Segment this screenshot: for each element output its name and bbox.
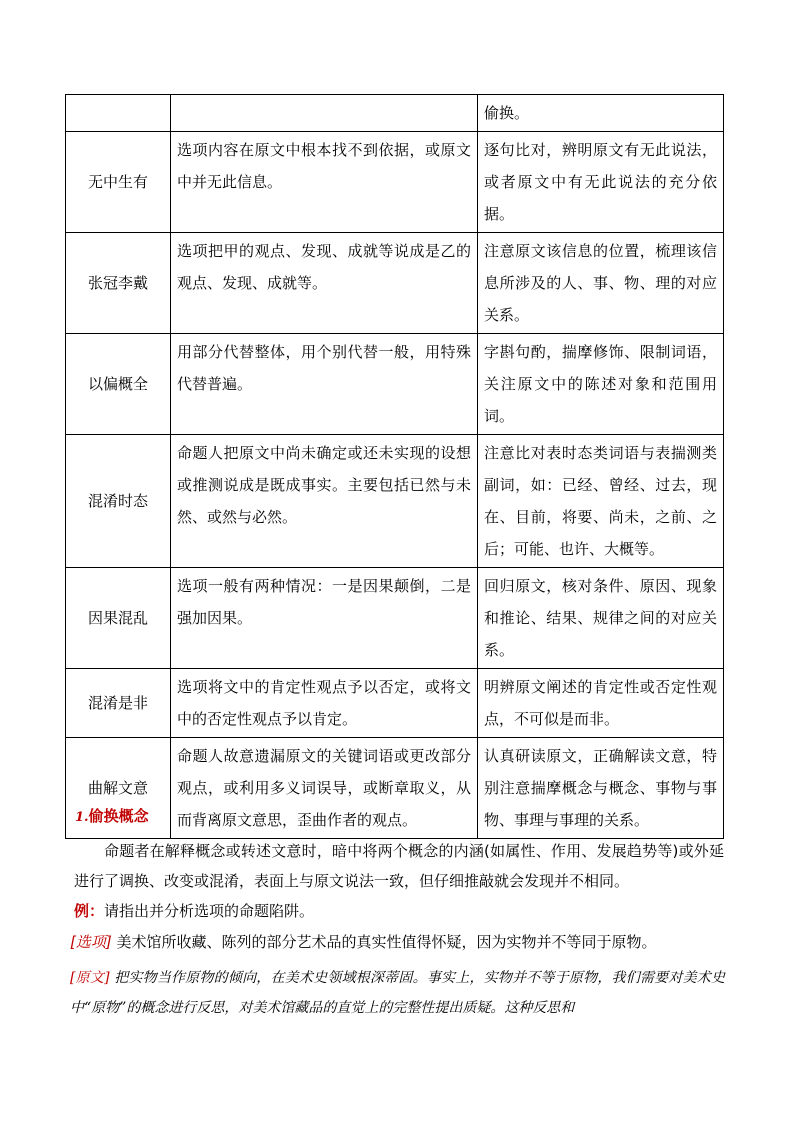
trap-description-cell	[171, 95, 478, 132]
trap-description-cell: 选项内容在原文中根本找不到依据，或原文中并无此信息。	[171, 132, 478, 233]
source-label: [原文]	[70, 970, 110, 986]
trap-description-cell: 选项一般有两种情况：一是因果颠倒，二是强加因果。	[171, 568, 478, 669]
trap-method-cell: 偷换。	[478, 95, 724, 132]
trap-name-cell: 无中生有	[66, 132, 171, 233]
trap-name-cell: 以偏概全	[66, 334, 171, 435]
trap-name-cell: 因果混乱	[66, 568, 171, 669]
option-text: 美术馆所收藏、陈列的部分艺术品的真实性值得怀疑，因为实物并不等同于原物。	[111, 933, 657, 951]
trap-name-cell: 混淆是非	[66, 669, 171, 738]
trap-method-cell: 认真研读原文，正确解读文意，特别注意揣摩概念与概念、事物与事物、事理与事理的关系。	[478, 738, 724, 839]
table-row	[66, 334, 724, 435]
table-row	[66, 435, 724, 568]
section-heading	[75, 806, 149, 828]
table-row	[66, 738, 724, 839]
trap-method-cell: 逐句比对，辨明原文有无此说法，或者原文中有无此说法的充分依据。	[478, 132, 724, 233]
table-row	[66, 669, 724, 738]
option-line	[70, 930, 657, 954]
example-line	[74, 899, 314, 923]
trap-name-cell: 混淆时态	[66, 435, 171, 568]
trap-name-cell	[66, 95, 171, 132]
option-label: [选项]	[70, 933, 112, 951]
trap-name-cell: 张冠李戴	[66, 233, 171, 334]
table-row	[66, 95, 724, 132]
table-row	[66, 568, 724, 669]
table-row	[66, 233, 724, 334]
trap-method-cell: 明辨原文阐述的肯定性或否定性观点，不可似是而非。	[478, 669, 724, 738]
trap-description-cell: 命题人把原文中尚未确定或还未实现的设想或推测说成是既成事实。主要包括已然与未然、或然与必然。	[171, 435, 478, 568]
section-number: 1.	[75, 810, 89, 825]
trap-description-cell: 用部分代替整体，用个别代替一般，用特殊代替普遍。	[171, 334, 478, 435]
trap-method-cell: 注意比对表时态类词语与表揣测类副词，如：已经、曾经、过去，现在、目前，将要、尚未，之前、之后；可能、也许、大概等。	[478, 435, 724, 568]
source-text: 把实物当作原物的倾向，在美术史领域根深蒂固。事实上，实物并不等于原物，我们需要对美术史中“原物”的概念进行反思，对美术馆藏品的直觉上的完整性提出质疑。这种反思和	[70, 970, 725, 1016]
trap-method-cell: 回归原文，核对条件、原因、现象和推论、结果、规律之间的对应关系。	[478, 568, 724, 669]
trap-description-cell: 选项将文中的肯定性观点予以否定，或将文中的否定性观点予以肯定。	[171, 669, 478, 738]
section-title: 偷换概念	[88, 807, 149, 825]
example-label: 例：	[74, 902, 105, 920]
table-body	[66, 95, 724, 839]
trap-method-cell: 注意原文该信息的位置，梳理该信息所涉及的人、事、物、理的对应关系。	[478, 233, 724, 334]
trap-type-table	[65, 94, 724, 839]
trap-description-cell: 命题人故意遗漏原文的关键词语或更改部分观点，或利用多义词误导，或断章取义，从而背离原文意思，歪曲作者的观点。	[171, 738, 478, 839]
trap-name-cell: 曲解文意	[66, 738, 171, 839]
trap-description-cell: 选项把甲的观点、发现、成就等说成是乙的观点、发现、成就等。	[171, 233, 478, 334]
example-text: 请指出并分析选项的命题陷阱。	[104, 902, 315, 920]
trap-method-cell: 字斟句酌，揣摩修饰、限制词语，关注原文中的陈述对象和范围用词。	[478, 334, 724, 435]
concept-paragraph: 命题者在解释概念或转述文意时，暗中将两个概念的内涵(如属性、作用、发展趋势等)或外延进行了调换、改变或混淆，表面上与原文说法一致，但仔细推敲就会发现并不相同。	[74, 842, 724, 890]
source-excerpt	[70, 963, 725, 1023]
table-row	[66, 132, 724, 233]
